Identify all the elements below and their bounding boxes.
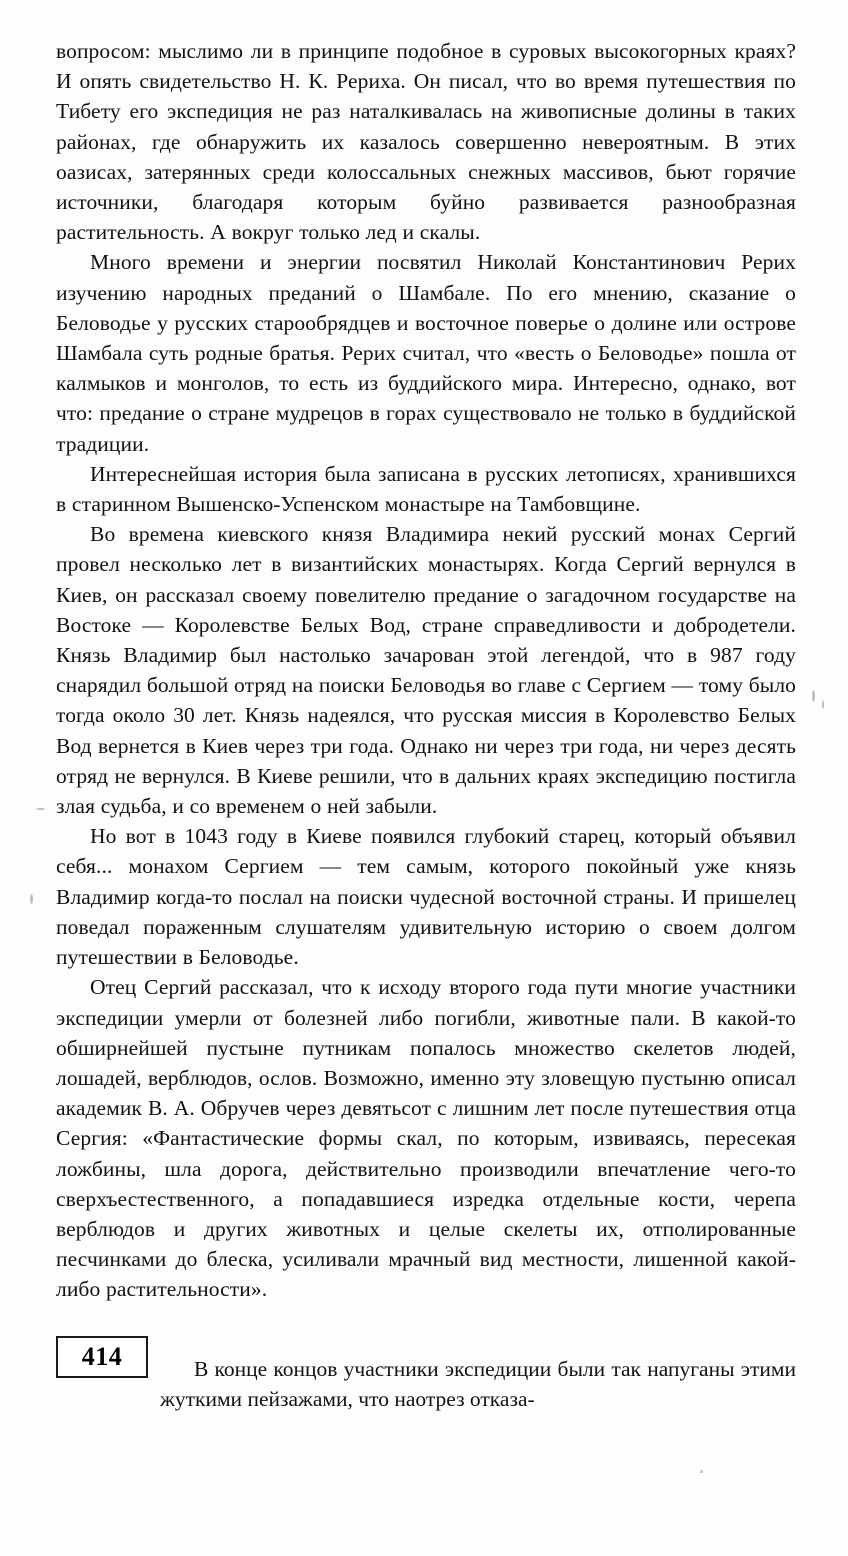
paragraph: Но вот в 1043 году в Киеве появился глубокий старец, который объявил себя... монахом Сергием — тем самым, которого покойный уже князь Владимир когда-то послал на поиски чудесной восточной страны. И пришелец поведал пораженным слушателям удивительную историю о своем долгом путешествии в Беловодье. [56,824,796,970]
paragraph: Интереснейшая история была записана в русских летописях, хранившихся в старинном Вышенско-Успенском монастыре на Тамбовщине. [56,461,796,517]
paragraph: вопросом: мыслимо ли в принципе подобное в суровых высокогорных краях? И опять свидетельство Н. К. Рериха. Он писал, что во время путешествия по Тибету его экспедиция не раз наталкивалась на живописные долины в таких районах, где обнаружить их казалось совершенно невероятным. В этих оазисах, затерянных среди колоссальных снежных массивов, бьют горячие источники, благодаря которым буйно развивается разнообразная растительность. А вокруг только лед и скалы. [56,39,796,245]
paragraph: Отец Сергий рассказал, что к исходу второго года пути многие участники экспедиции умерли от болезней либо погибли, животные пали. В какой-то обширнейшей пустыне путникам попалось множество скелетов людей, лошадей, верблюдов, ослов. Возможно, именно эту зловещую пустыню описал академик В. А. Обручев через девятьсот с лишним лет после путешествия отца Сергия: «Фантастические формы скал, по которым, извиваясь, пересекая ложбины, шла дорога, действительно производили впечатление чего-то сверхъестественного, а попадавшиеся изредка отдельные кости, черепа верблюдов и других животных и целые скелеты их, отполированные песчинками до блеска, усиливали мрачный вид местности, лишенной какой-либо растительности». [56,975,796,1302]
page-number-box [56,1336,148,1378]
scan-speck [812,690,815,702]
paragraph: Во времена киевского князя Владимира некий русский монах Сергий провел несколько лет в византийских монастырях. Когда Сергий вернулся в Киев, он рассказал своему повелителю предание о загадочном государстве на Востоке — Королевстве Белых Вод, стране справедливости и добродетели. Князь Владимир был настолько зачарован этой легендой, что в 987 году снарядил большой отряд на поиски Беловодья во главе с Сергием — тому было тогда около 30 лет. Князь надеялся, что русская миссия в Королевство Белых Вод вернется в Киев через три года. Однако ни через три года, ни через десять отряд не вернулся. В Киеве решили, что в дальних краях экспедицию постигла злая судьба, и со временем о ней забыли. [56,522,796,819]
scan-speck [30,894,33,904]
scan-edge-mark [700,1470,703,1473]
paragraph: Много времени и энергии посвятил Николай Константинович Рерих изучению народных преданий о Шамбале. По его мнению, сказание о Беловодье у русских старообрядцев и восточное поверье о долине или острове Шамбала суть родные братья. Рерих считал, что «весть о Беловодье» пошла от калмыков и монголов, то есть из буддийского мира. Интересно, однако, вот что: предание о стране мудрецов в горах существовало не только в буддийской традиции. [56,250,796,456]
page-number: 414 [81,1342,123,1371]
scan-speck [36,808,45,810]
paragraph-continuation: В конце концов участники экспедиции были так напуганы этими жуткими пейзажами, что наотрез отказа- [160,1356,796,1411]
scan-speck [822,700,824,709]
page-text-column [56,36,796,1305]
